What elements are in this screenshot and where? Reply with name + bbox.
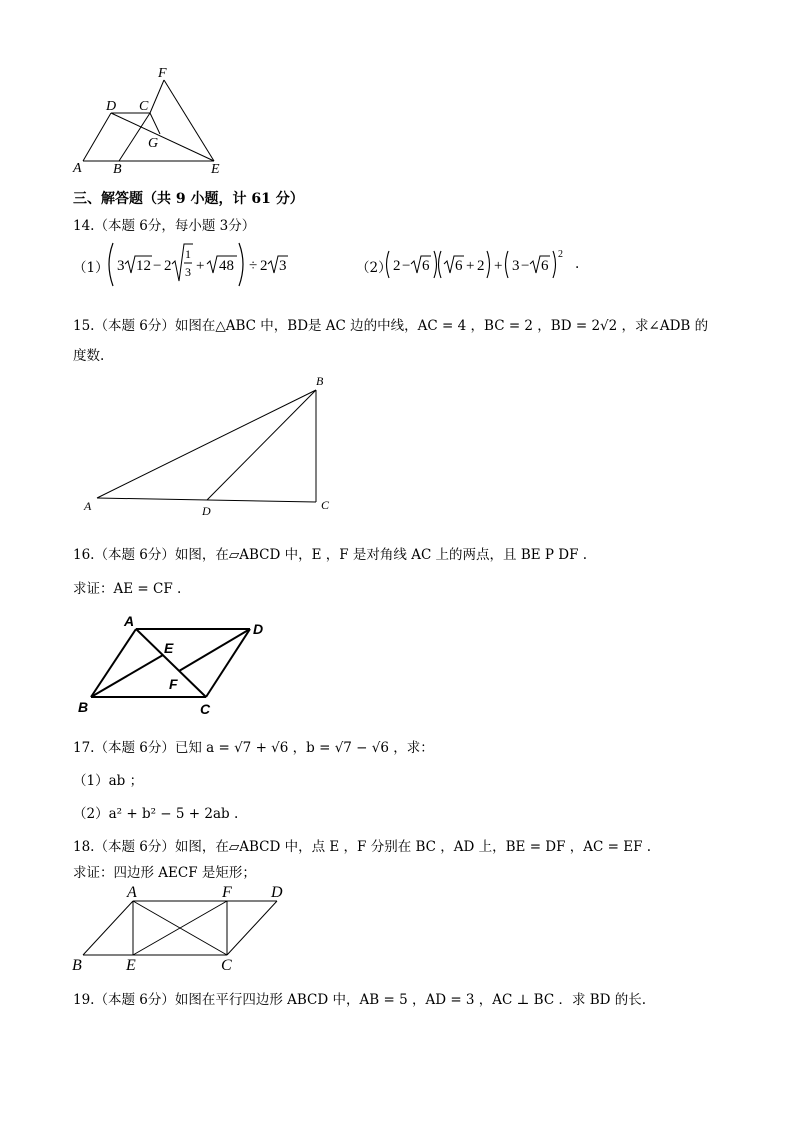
label-D: D [202, 504, 211, 518]
label-F: F [158, 66, 167, 81]
q15-line1: 15.（本题 6分）如图在△ABC 中，BD是 AC 边的中线，AC = 4 ，BC = 2 ，BD = 2√2 ，求∠ADB 的 [73, 318, 709, 334]
svg-text:3: 3 [185, 265, 191, 279]
label-C: C [139, 99, 149, 114]
svg-text:6: 6 [541, 258, 549, 274]
q16-line1: 16.（本题 6分）如图，在▱ABCD 中，E ，F 是对角线 AC 上的两点，且 BE P DF . [73, 547, 588, 563]
svg-text:2: 2 [477, 258, 485, 274]
q14-header: 14.（本题 6分，每小题 3分） [73, 218, 256, 234]
label-D: D [106, 99, 117, 114]
svg-text:−: − [153, 258, 162, 274]
label-A: A [84, 499, 92, 513]
svg-text:3: 3 [117, 258, 125, 274]
svg-text:6: 6 [455, 258, 463, 274]
label-B: B [316, 374, 324, 388]
svg-text:3: 3 [279, 258, 287, 274]
label-A: A [73, 161, 82, 176]
q14-part2-label: （2） [356, 260, 392, 276]
label-C: C [221, 957, 232, 974]
label-C: C [321, 498, 330, 512]
label-B: B [72, 957, 82, 974]
label-E: E [164, 640, 174, 656]
q17-line1: 17.（本题 6分）已知 a = √7 + √6 ，b = √7 − √6 ，求： [73, 740, 434, 756]
q14-part1-label: （1） [73, 260, 109, 276]
svg-text:1: 1 [185, 247, 191, 261]
svg-text:12: 12 [136, 258, 151, 274]
label-D: D [253, 621, 264, 637]
q17-part2: （2）a² + b² − 5 + 2ab . [73, 806, 239, 822]
svg-text:2: 2 [393, 258, 401, 274]
svg-text:÷: ÷ [249, 258, 258, 274]
label-D: D [271, 884, 283, 901]
label-B: B [78, 699, 89, 715]
svg-text:48: 48 [219, 258, 234, 274]
svg-text:2: 2 [558, 249, 563, 260]
label-C: C [200, 701, 211, 717]
label-E: E [126, 957, 136, 974]
q18-line2: 求证：四边形 AECF 是矩形； [73, 865, 256, 881]
svg-text:+: + [196, 258, 205, 274]
label-A: A [127, 884, 137, 901]
section-title: 三、解答题（共 9 小题，计 61 分） [73, 191, 304, 207]
q19-line1: 19.（本题 6分）如图在平行四边形 ABCD 中，AB = 5 ，AD = 3 ，AC ⊥ BC ．求 BD 的长. [73, 992, 647, 1008]
q18-line1: 18.（本题 6分）如图，在▱ABCD 中，点 E ，F 分别在 BC ，AD 上，BE = DF ，AC = EF . [73, 839, 652, 855]
svg-text:−: − [402, 258, 411, 274]
q15-line2: 度数. [73, 348, 105, 364]
svg-text:3: 3 [512, 258, 520, 274]
q16-line2: 求证：AE = CF . [73, 581, 182, 597]
svg-text:2: 2 [164, 258, 172, 274]
label-G: G [148, 136, 159, 151]
svg-text:+: + [466, 258, 475, 274]
label-A: A [124, 613, 135, 629]
label-E: E [211, 162, 220, 177]
svg-text:6: 6 [422, 258, 430, 274]
label-B: B [113, 162, 122, 177]
svg-text:+: + [494, 258, 503, 274]
q17-part1: （1）ab ； [73, 773, 144, 789]
q14-part2-end: . [575, 256, 580, 272]
svg-text:−: − [521, 258, 530, 274]
label-F: F [169, 676, 178, 692]
svg-text:2: 2 [260, 258, 268, 274]
label-F: F [222, 884, 232, 901]
